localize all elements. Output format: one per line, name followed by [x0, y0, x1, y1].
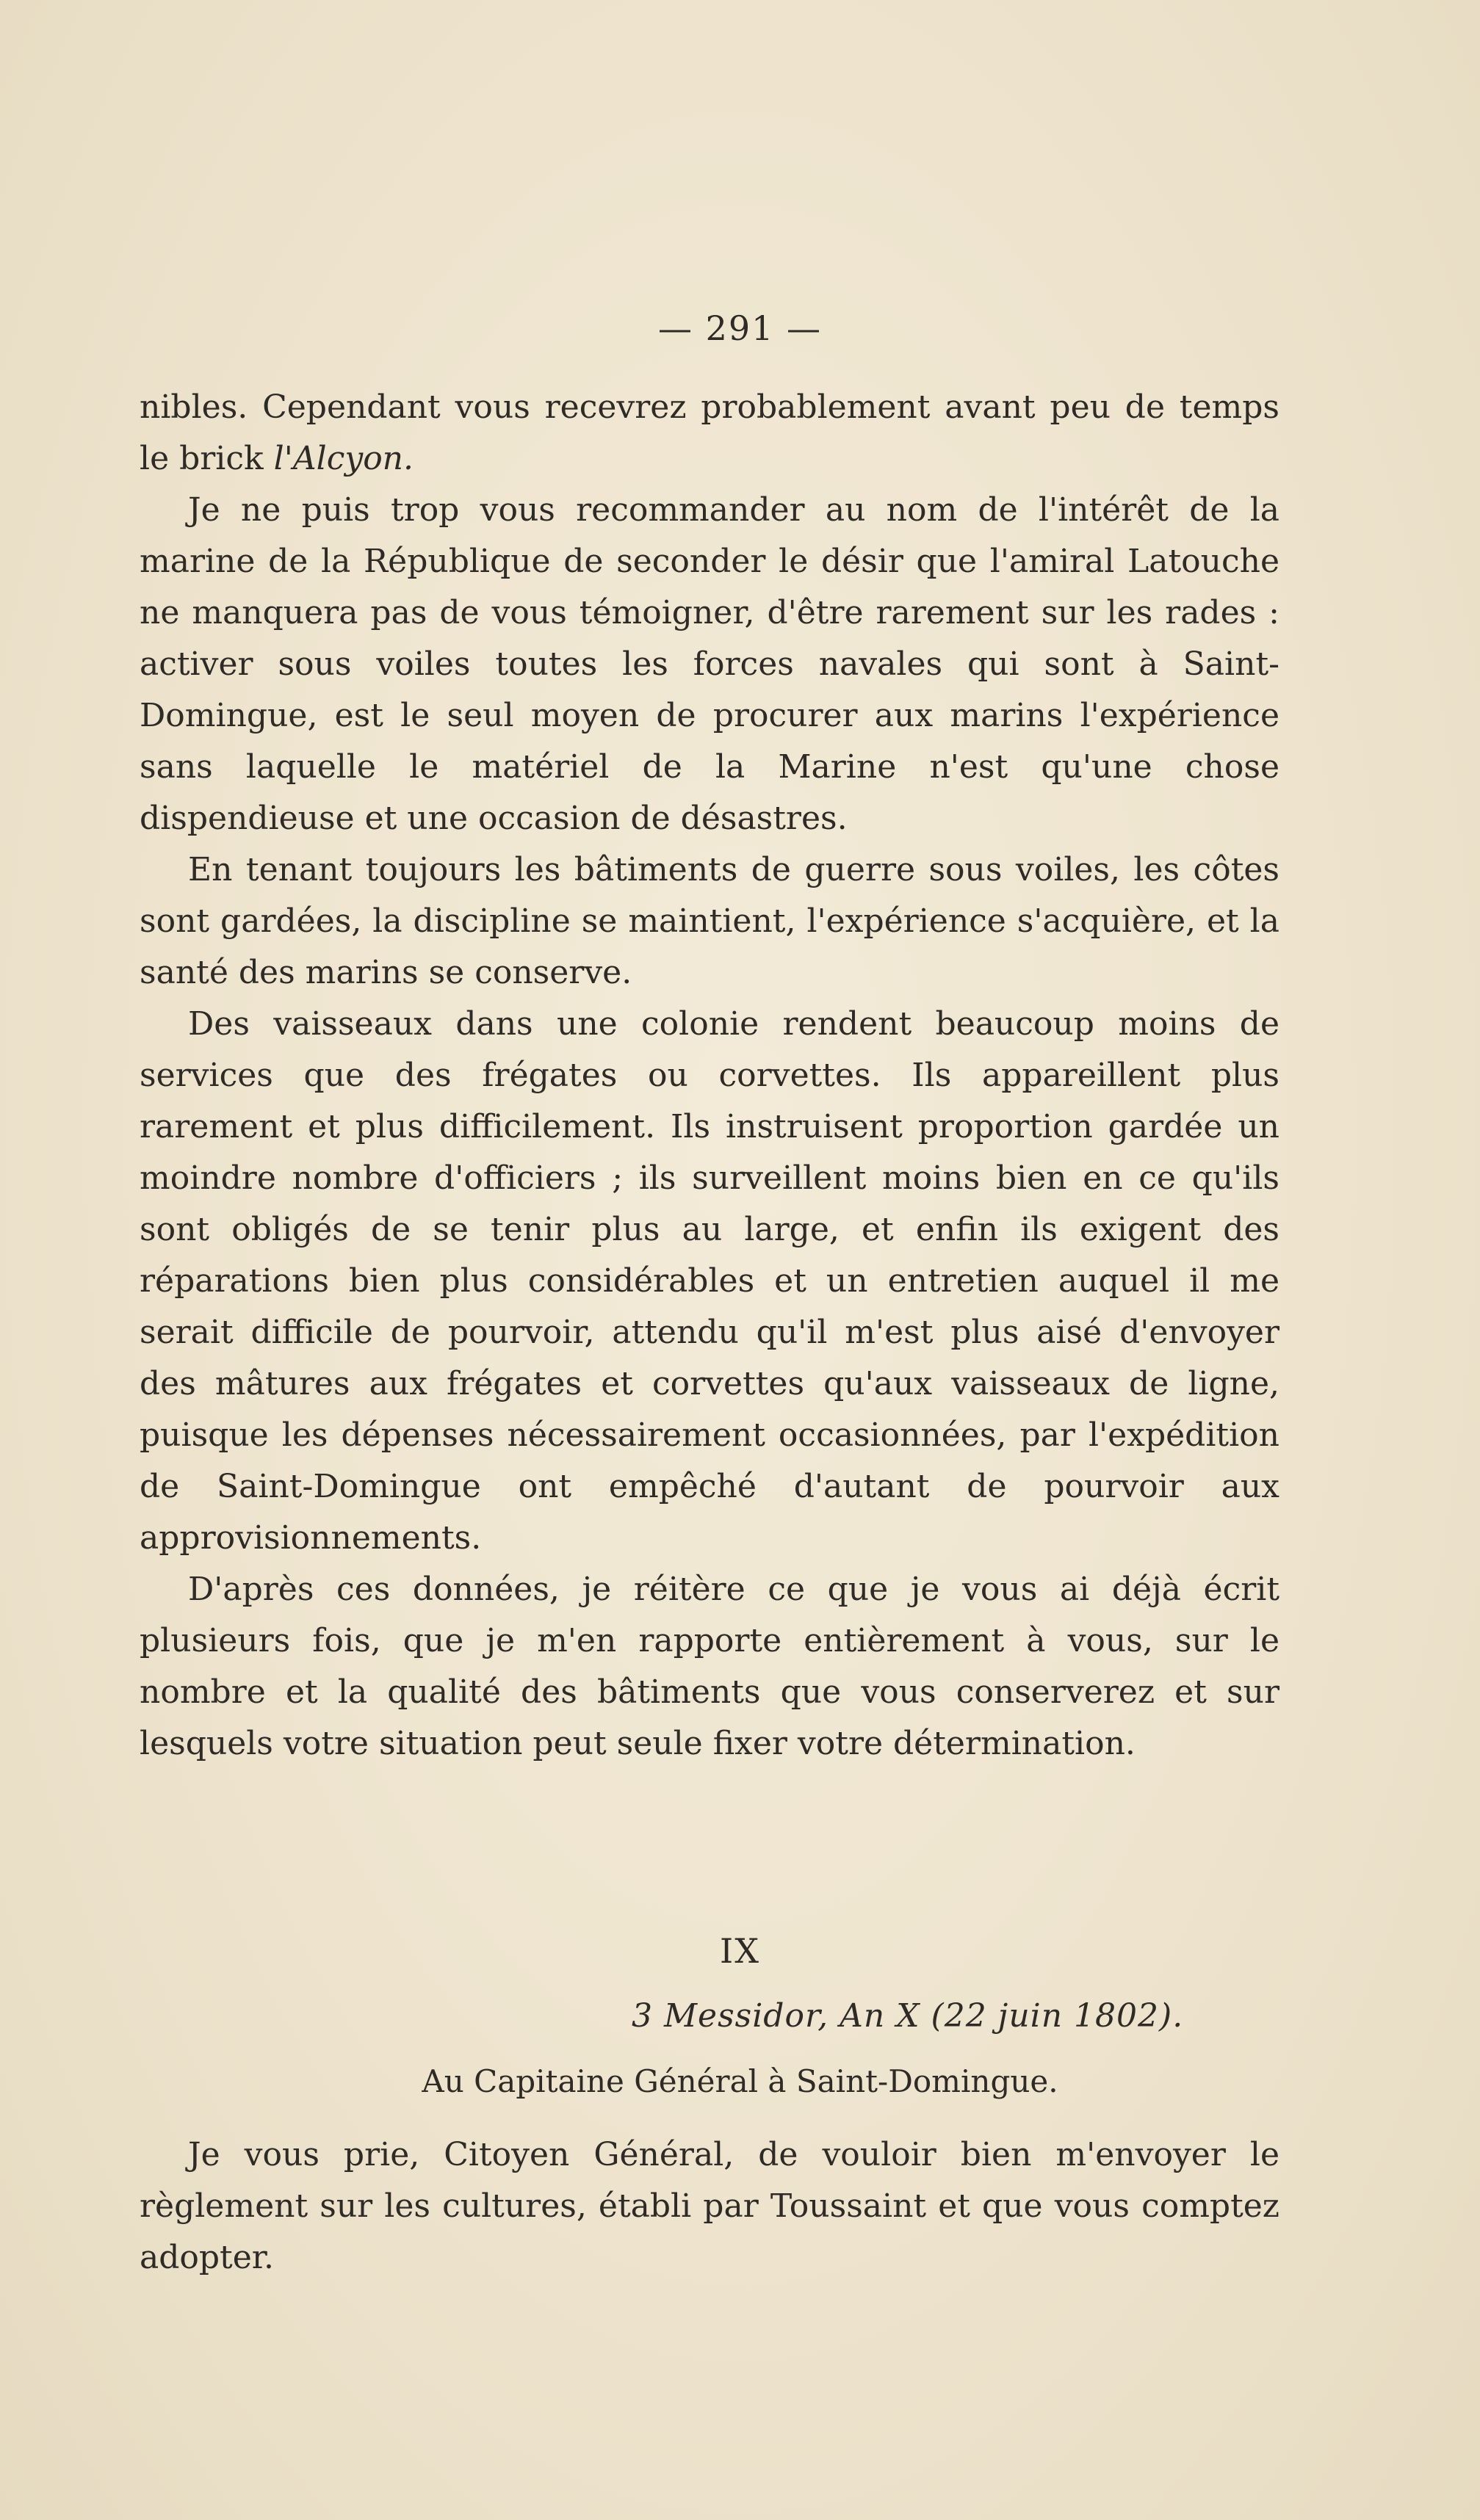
- letter-body: [140, 382, 1279, 1770]
- section-number: IX: [720, 1931, 760, 1971]
- letter-addressee: Au Capitaine Général à Saint-Domingue.: [422, 2063, 1058, 2099]
- paragraph: En tenant toujours les bâtiments de guerre sous voiles, les côtes sont gardées, la discipline se maintient, l'expérience s'acquière, et la santé des marins se conserve.: [140, 851, 1279, 991]
- ship-name: l'Alcyon.: [273, 440, 414, 477]
- page-number: — 291 —: [657, 308, 823, 348]
- paragraph-text: nibles. Cependant vous recevrez probablement avant peu de temps le brick: [140, 388, 1279, 477]
- letter-date: 3 Messidor, An X (22 juin 1802).: [632, 1997, 1184, 2035]
- letter-body-ix: [140, 2129, 1279, 2284]
- paragraph-continuation: [140, 382, 1279, 485]
- paragraph: Je vous prie, Citoyen Général, de vouloir bien m'envoyer le règlement sur les cultures, établi par Toussaint et que vous comptez adopter.: [140, 2136, 1279, 2276]
- paragraph: Des vaisseaux dans une colonie rendent beaucoup moins de services que des frégates ou corvettes. Ils appareillent plus rarement et plus difficilement. Ils instruisent proportion gardée un moindre nombre d'officiers ; ils surveillent moins bien en ce qu'ils sont obligés de se tenir plus au large, et enfin ils exigent des réparations bien plus considérables et un entretien auquel il me serait difficile de pourvoir, attendu qu'il m'est plus aisé d'envoyer des mâtures aux frégates et corvettes qu'aux vaisseaux de ligne, puisque les dépenses nécessairement occasionnées, par l'expédition de Saint-Domingue ont empêché d'autant de pourvoir aux approvisionnements.: [140, 1005, 1279, 1557]
- paragraph: Je ne puis trop vous recommander au nom de l'intérêt de la marine de la République de seconder le désir que l'amiral Latouche ne manquera pas de vous témoigner, d'être rarement sur les rades : activer sous voiles toutes les forces navales qui sont à Saint-Domingue, est le seul moyen de procurer aux marins l'expérience sans laquelle le matériel de la Marine n'est qu'une chose dispendieuse et une occasion de désastres.: [140, 491, 1279, 837]
- paragraph: D'après ces données, je réitère ce que je vous ai déjà écrit plusieurs fois, que je m'en rapporte entièrement à vous, sur le nombre et la qualité des bâtiments que vous conserverez et sur lesquels votre situation peut seule fixer votre détermination.: [140, 1571, 1279, 1762]
